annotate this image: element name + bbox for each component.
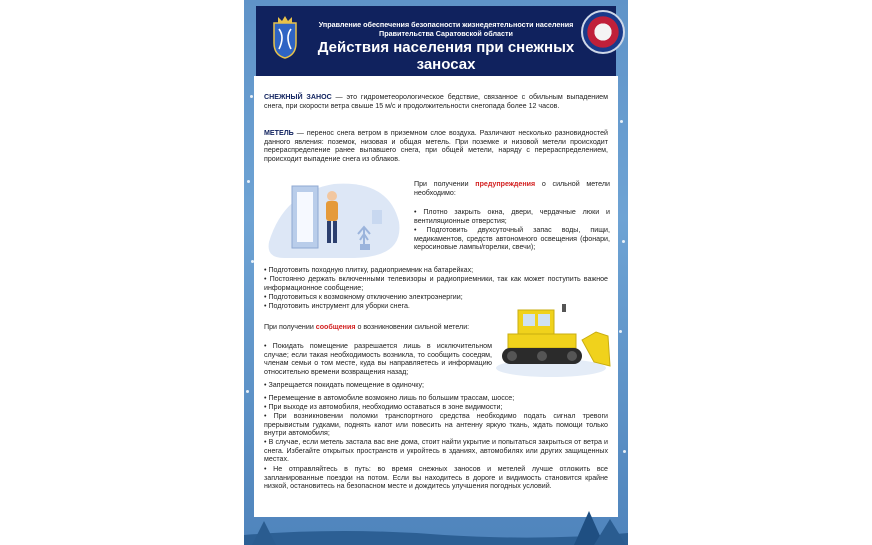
snowflake [622,240,625,243]
coat-of-arms-icon [270,15,300,59]
org-line-1: Управление обеспечения безопасности жизнедеятельности населения [318,20,574,29]
message-intro [264,323,504,332]
warning-item: • Подготовиться к возможному отключению электроэнергии; [264,293,463,301]
org-line-2: Правительства Саратовской области [379,29,513,38]
bulldozer-illustration [496,302,614,378]
warning-intro-text: При получении [414,180,476,188]
message-intro-text-end: о возникновении сильной метели: [355,323,470,331]
snowflake [620,120,623,123]
page-title [306,39,586,73]
message-intro-text: При получении [264,323,316,331]
organization-name [316,20,576,38]
message-item: • При выходе из автомобиля, необходимо оставаться в зоне видимости; [264,403,503,411]
footer-trees-decoration [244,505,628,545]
snowflake [619,330,622,333]
snowflake [623,450,626,453]
warning-item: • Подготовить двухсуточный запас воды, пищи, медикаментов, средств автономного освещения (фонари, керосиновые лампы/горелки, свечи); [414,226,610,252]
snow-text: — это гидрометеорологическое бедствие, связанное с обильным выпадением снега, при скорости ветра свыше 15 м/с и продолжительности снегопада более 12 часов. [264,93,608,110]
safety-emblem-icon [581,10,625,54]
header-banner [256,6,616,76]
warning-keyword: предупреждения [475,180,536,188]
title-line-1: Действия населения при снежных [317,39,575,56]
warning-item: • Постоянно держать включенными телевизоры и радиоприемники, так как может поступить важное информационное сообщение; [264,275,608,292]
snow-term: СНЕЖНЫЙ ЗАНОС [264,93,332,101]
message-keyword: сообщения [315,323,356,331]
snowflake [246,390,249,393]
blizzard-text: — перенос снега ветром в приземном слое воздуха. Различают несколько разновидностей данного явления: поземок, низовая и общая метель. При поземке и низовой метели происходит перераспределение ранее выпавшего снега, при общей метели, наряду с перераспределением, происходит выпадение снега из облаков. [264,129,608,163]
warning-item: • Плотно закрыть окна, двери, чердачные люки и вентиляционные отверстия; [414,208,610,225]
blizzard-definition [264,129,608,163]
snow-definition [264,93,608,110]
warning-item: • Подготовить походную плитку, радиоприемник на батарейках; [264,266,474,274]
message-item: • Запрещается покидать помещение в одиночку; [264,381,424,389]
content-card [254,76,618,517]
warning-intro-text-end: о сильной метели необходимо: [414,180,610,197]
title-line-2: заносах [416,56,476,73]
message-item: • Перемещение в автомобиле возможно лишь по большим трассам, шоссе; [264,394,515,402]
poster [244,0,628,545]
message-item: • Покидать помещение разрешается лишь в исключительном случае; если такая необходимость возникла, то сообщить соседям, членам семьи о том месте, куда вы направляетесь и информацию относительно времени возвращения назад; [264,342,492,376]
snowflake [250,95,253,98]
blizzard-term: МЕТЕЛЬ [264,129,294,137]
message-item: • Не отправляйтесь в путь: во время снежных заносов и метелей лучше отложить все запланированные поездки на потом. Если вы находитесь в дороге и видимость становится крайне низкой, остановитесь на безопасном месте и дождитесь улучшения погодных условий. [264,465,608,491]
message-item: • При возникновении поломки транспортного средства необходимо подать сигнал тревоги прерывистым гудками, поднять капот или повесить на антенну яркую ткань, ждать помощи только внутри автомобиля; [264,412,608,438]
message-item: • В случае, если метель застала вас вне дома, стоит найти укрытие и попытаться закрыться от ветра и снега. Избегайте открытых пространств и укройтесь в зданиях, автомобилях или других защищенных местах. [264,438,608,464]
warning-intro [414,180,610,197]
person-at-door-illustration [264,172,404,262]
warning-item: • Подготовить инструмент для уборки снега. [264,302,410,310]
snowflake [247,180,250,183]
